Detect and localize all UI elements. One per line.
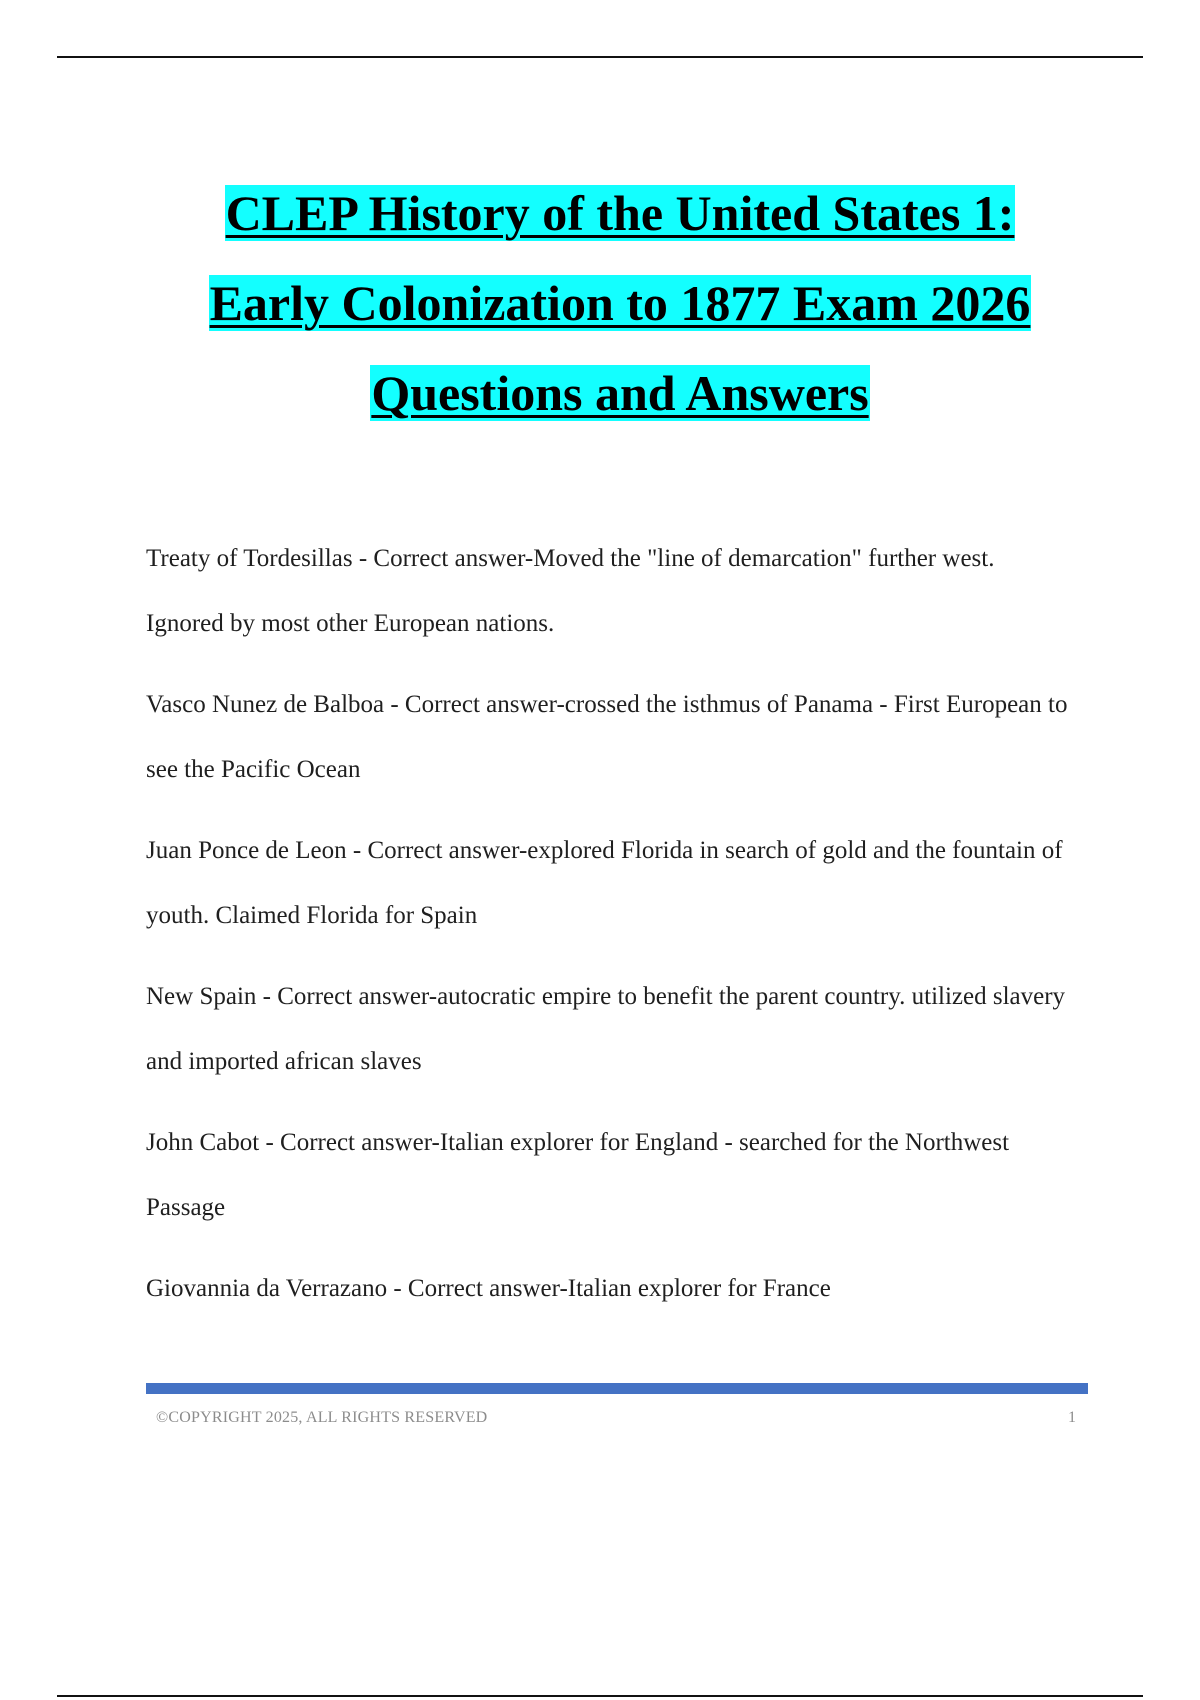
qa-item-tordesillas: Treaty of Tordesillas - Correct answer-Moved the "line of demarcation" further west. Ignored by most other European nations.	[146, 545, 995, 637]
qa-item-verrazano: Giovannia da Verrazano - Correct answer-Italian explorer for France	[146, 1275, 831, 1302]
footer-bar	[146, 1383, 1088, 1394]
title-line-2: Early Colonization to 1877 Exam 2026	[209, 275, 1031, 331]
qa-item-new-spain: New Spain - Correct answer-autocratic empire to benefit the parent country. utilized slavery and imported african slaves	[146, 983, 1066, 1075]
qa-item-cabot: John Cabot - Correct answer-Italian explorer for England - searched for the Northwest Passage	[146, 1129, 1010, 1221]
qa-item-balboa: Vasco Nunez de Balboa - Correct answer-crossed the isthmus of Panama - First European to see the Pacific Ocean	[146, 691, 1068, 783]
document-title	[140, 168, 1100, 438]
footer-copyright: ©COPYRIGHT 2025, ALL RIGHTS RESERVED	[156, 1409, 488, 1426]
page-number: 1	[1068, 1409, 1076, 1426]
qa-item-ponce-de-leon: Juan Ponce de Leon - Correct answer-explored Florida in search of gold and the fountain of youth. Claimed Florida for Spain	[146, 837, 1063, 929]
title-line-3: Questions and Answers	[371, 365, 869, 421]
title-line-1: CLEP History of the United States 1:	[225, 185, 1015, 241]
top-rule	[57, 56, 1143, 58]
qa-list	[146, 526, 1076, 1337]
bottom-rule	[57, 1695, 1143, 1697]
